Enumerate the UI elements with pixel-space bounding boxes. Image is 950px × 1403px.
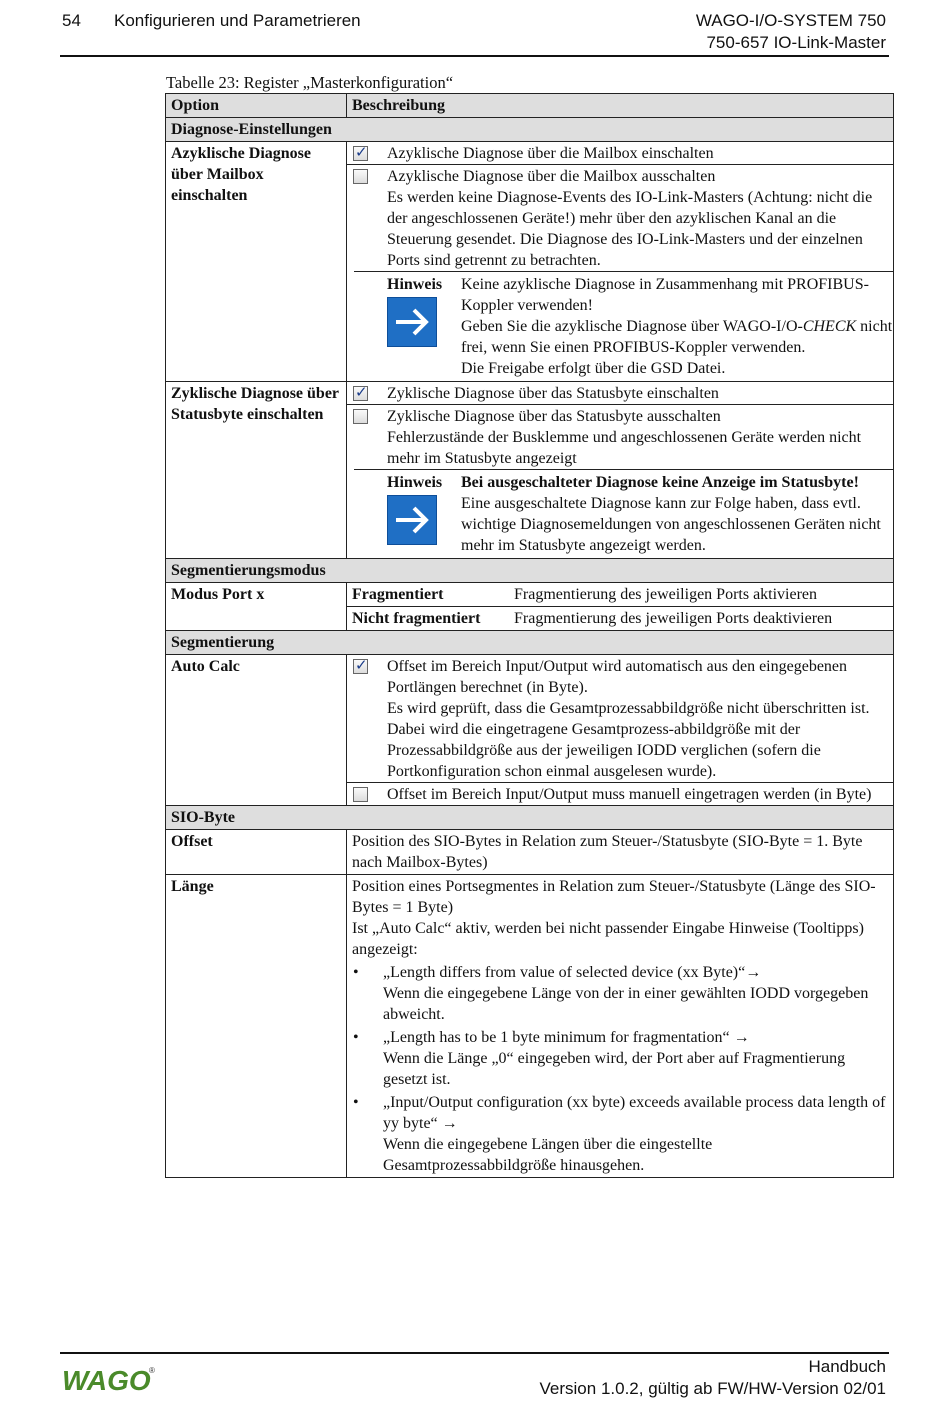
note-text-italic: CHECK (802, 318, 857, 335)
option-text: Zyklische Diagnose über das Statusbyte einschalten (387, 385, 719, 402)
table-header-row (166, 94, 894, 118)
section-sio: SIO-Byte (166, 806, 894, 830)
option-label: Auto Calc (166, 655, 347, 806)
note-box (347, 470, 893, 558)
header-rule (60, 55, 889, 57)
section-row (166, 806, 894, 830)
note-text: Eine ausgeschaltete Diagnose kann zur Folge haben, dass evtl. wichtige Diagnosemeldungen von angeschlossenen Geräten nicht mehr im Statusbyte angezeigt werden. (461, 495, 881, 554)
option-label: Azyklische Diagnose über Mailbox einschalten (166, 142, 347, 382)
table-caption: Tabelle 23: Register „Masterkonfiguration“ (166, 73, 454, 92)
tooltip-explanation: Wenn die Länge „0“ eingegeben wird, der Port aber auf Fragmentierung gesetzt ist. (383, 1050, 846, 1088)
table-row (166, 830, 894, 875)
chapter-title: Konfigurieren und Parametrieren (114, 11, 361, 30)
wago-logo (62, 1364, 158, 1399)
option-text: Offset im Bereich Input/Output wird automatisch aus den eingegebenen Portlängen berechnet (in Byte). (387, 658, 848, 696)
svg-text:®: ® (149, 1366, 155, 1375)
footer-doc-type: Handbuch (808, 1357, 886, 1376)
product-title: 750-657 IO-Link-Master (706, 33, 886, 52)
note-label: Hinweis (387, 276, 443, 293)
note-label: Hinweis (387, 474, 443, 491)
option-label: Zyklische Diagnose über Statusbyte einschalten (166, 382, 347, 559)
option-description: Fehlerzustände der Busklemme und angeschlossenen Geräte werden nicht mehr im Statusbyte angezeigt (387, 429, 862, 467)
option-label: Länge (166, 875, 347, 1178)
footer-rule (60, 1352, 889, 1354)
mode-option: Fragmentiert (352, 586, 444, 603)
option-text: Offset im Bereich Input/Output muss manuell eingetragen werden (in Byte) (387, 786, 872, 803)
option-description: Es werden keine Diagnose-Events des IO-Link-Masters (Achtung: nicht die der angeschlossenen Geräte!) mehr über den azyklischen Kanal an die Steuerung gesendet. Die Diagnose des IO-Link-Masters und der einzelnen Ports sind getrennt zu betrachten. (387, 189, 873, 269)
mode-description: Fragmentierung des jeweiligen Ports deaktivieren (514, 610, 833, 627)
checkbox-unchecked-icon[interactable] (353, 787, 368, 802)
arrow-right-icon (387, 495, 437, 545)
tooltip-message: „Length has to be 1 byte minimum for fragmentation“ → (383, 1029, 750, 1046)
page-number: 54 (62, 11, 81, 30)
list-item: • „Length differs from value of selected device (xx Byte)“→ Wenn die eingegebene Länge von der in einer gewählten IODD vorgegeben abweicht. (353, 964, 869, 1023)
checkbox-checked-icon[interactable]: ✓ (355, 383, 368, 401)
table-row (166, 875, 894, 1178)
table-row (166, 583, 894, 631)
option-description: Ist „Auto Calc“ aktiv, werden bei nicht passender Eingabe Hinweise (Tooltipps) angezeigt: (352, 920, 864, 958)
option-label: Offset (166, 830, 347, 875)
col-option: Option (166, 94, 347, 118)
table-row (166, 655, 894, 806)
note-text: Keine azyklische Diagnose in Zusammenhang mit PROFIBUS-Koppler verwenden! (461, 276, 869, 314)
section-segmode: Segmentierungsmodus (166, 559, 894, 583)
config-table (165, 93, 894, 1178)
note-text: Die Freigabe erfolgt über die GSD Datei. (461, 360, 726, 377)
checkbox-unchecked-icon[interactable] (353, 409, 368, 424)
tooltip-explanation: Wenn die eingegebene Längen über die eingestellte Gesamtprozessabbildgröße hinausgehen. (383, 1136, 713, 1174)
option-text: Azyklische Diagnose über die Mailbox ausschalten (387, 168, 716, 185)
option-text: Azyklische Diagnose über die Mailbox einschalten (387, 145, 714, 162)
section-row (166, 631, 894, 655)
arrow-right-icon (387, 297, 437, 347)
tooltip-message: „Input/Output configuration (xx byte) exceeds available process data length of yy byte“ → (383, 1094, 886, 1132)
table-row (166, 382, 894, 559)
checkbox-unchecked-icon[interactable] (353, 169, 368, 184)
list-item: • „Length has to be 1 byte minimum for fragmentation“ → Wenn die Länge „0“ eingegeben wird, der Port aber auf Fragmentierung gesetzt ist. (353, 1029, 846, 1088)
list-item: • „Input/Output configuration (xx byte) exceeds available process data length of yy byte“ → Wenn die eingegebene Längen über die eingestellte Gesamtprozessabbildgröße hinausgehen. (353, 1094, 886, 1174)
tooltip-explanation: Wenn die eingegebene Länge von der in einer gewählten IODD vorgegeben abweicht. (383, 985, 869, 1023)
table-row (166, 142, 894, 382)
option-label: Modus Port x (166, 583, 347, 631)
option-description: Position des SIO-Bytes in Relation zum Steuer-/Statusbyte (SIO-Byte = 1. Byte nach Mailbox-Bytes) (347, 830, 894, 875)
note-title: Bei ausgeschalteter Diagnose keine Anzeige im Statusbyte! (461, 474, 859, 491)
tooltip-message: „Length differs from value of selected device (xx Byte)“→ (383, 964, 762, 981)
col-desc: Beschreibung (347, 94, 894, 118)
system-title: WAGO-I/O-SYSTEM 750 (695, 11, 886, 30)
note-text: nicht frei, wenn Sie einen PROFIBUS-Koppler verwenden. (461, 318, 893, 356)
section-row (166, 559, 894, 583)
option-text: Zyklische Diagnose über das Statusbyte ausschalten (387, 408, 721, 425)
section-segmentierung: Segmentierung (166, 631, 894, 655)
option-description: Es wird geprüft, dass die Gesamtprozessabbildgröße nicht überschritten ist. Dabei wird die eingetragene Gesamtprozess-abbildgröße mit der Prozessabbildgröße aus der jeweiligen IODD verglichen (sofern die Portkonfiguration schon einmal ausgelesen wurde). (387, 700, 870, 780)
section-row (166, 118, 894, 142)
checkbox-checked-icon[interactable]: ✓ (355, 656, 368, 674)
note-text: Geben Sie die azyklische Diagnose über WAGO-I/O- (461, 318, 803, 335)
mode-description: Fragmentierung des jeweiligen Ports aktivieren (514, 586, 818, 603)
logo-text: WAGO (62, 1365, 151, 1394)
footer-version: Version 1.0.2, gültig ab FW/HW-Version 02/01 (539, 1379, 886, 1398)
section-diagnose: Diagnose-Einstellungen (166, 118, 894, 142)
mode-option: Nicht fragmentiert (352, 610, 481, 627)
checkbox-checked-icon[interactable]: ✓ (355, 143, 368, 161)
option-description: Position eines Portsegmentes in Relation zum Steuer-/Statusbyte (Länge des SIO-Bytes = 1 Byte) (352, 878, 876, 916)
note-box (347, 272, 893, 381)
